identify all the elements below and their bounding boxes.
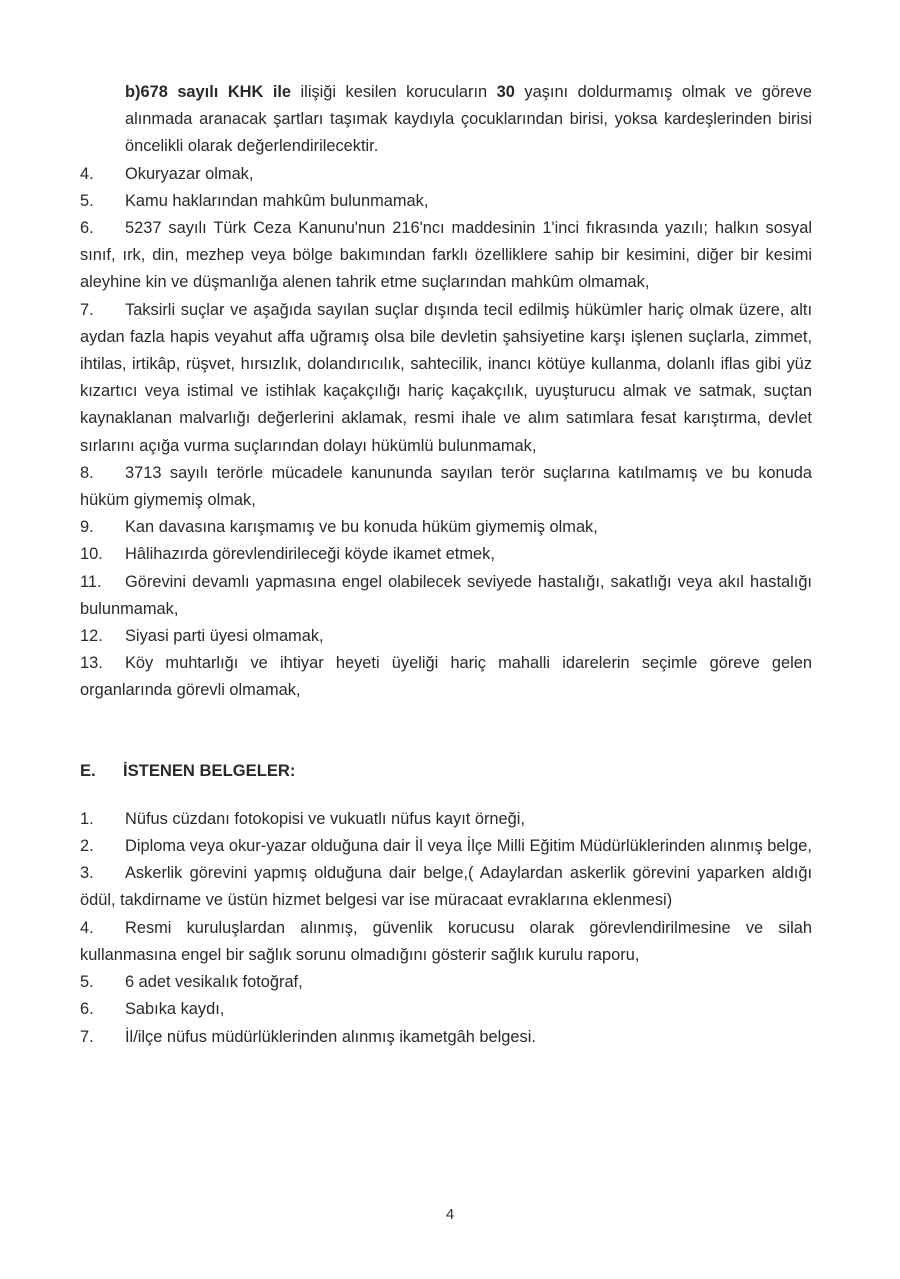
document-number: 7. [80,1027,94,1046]
condition-number: 5. [80,191,94,210]
intro-bold-khk: b)678 sayılı KHK ile [125,83,292,101]
document-number: 2. [80,837,94,856]
intro-paragraph [80,79,812,161]
condition-item [80,650,812,704]
condition-number: 8. [80,463,94,482]
document-text: Resmi kuruluşlardan alınmış, güvenlik korucusu olarak görevlendirilmesine ve silah kullanmasına engel bir sağlık sorunu olmadığını gösterir sağlık kurulu raporu, [80,918,812,964]
document-item [80,806,812,833]
condition-number: 7. [80,300,94,319]
condition-item [80,460,812,514]
section-title: İSTENEN BELGELER: [123,760,296,780]
condition-number: 10. [80,545,103,564]
document-item [80,915,812,969]
condition-item [80,297,812,460]
condition-number: 9. [80,518,94,537]
document-number: 1. [80,809,94,828]
condition-text: 5237 sayılı Türk Ceza Kanunu'nun 216'ncı maddesinin 1'inci fıkrasında yazılı; halkın sosyal sınıf, ırk, din, mezhep veya bölge bakımından farklı özelliklere sahip bir kesimini, diğer bir kesimi aleyhine kin ve düşmanlığa alenen tahrik etme suçlarından mahkûm olmamak, [80,219,812,292]
condition-number: 13. [80,654,103,673]
condition-number: 12. [80,627,103,646]
intro-text-1: ilişiği kesilen korucuların [291,83,497,101]
condition-text: Kamu haklarından mahkûm bulunmamak, [125,191,429,210]
document-text: Diploma veya okur-yazar olduğuna dair İl veya İlçe Milli Eğitim Müdürlüklerinden alınmış belge, [125,837,812,856]
condition-number: 4. [80,164,94,183]
intro-bold-age: 30 [496,83,515,101]
condition-text: Görevini devamlı yapmasına engel olabilecek seviyede hastalığı, sakatlığı veya akıl hastalığı bulunmamak, [80,572,812,618]
document-text: Nüfus cüzdanı fotokopisi ve vukuatlı nüfus kayıt örneği, [125,809,525,828]
condition-text: 3713 sayılı terörle mücadele kanununda sayılan terör suçlarına katılmamış ve bu konuda hüküm giymemiş olmak, [80,463,812,510]
document-item [80,1024,812,1051]
conditions-list [80,161,812,705]
condition-text: Köy muhtarlığı ve ihtiyar heyeti üyeliği hariç mahalli idarelerin seçimle göreve gelen organlarında görevli olmamak, [80,654,812,700]
document-number: 4. [80,918,94,937]
condition-text: Taksirli suçlar ve aşağıda sayılan suçlar dışında tecil edilmiş hükümler hariç olmak üzere, altı aydan fazla hapis veyahut affa uğramış olsa bile devletin şahsiyetine karşı işlenen suçlarla, zimmet, ihtilas, irtikâp, rüşvet, hırsızlık, dolandırıcılık, sahtecilik, inancı kötüye kullanma, dolanlı iflas gibi yüz kızartıcı veya istimal ve istihlak kaçakçılığı hariç kaçakçılık, uyuşturucu almak ve satmak, suçtan kaynaklanan malvarlığı değerlerini aklamak, resmi ihale ve alım satımlara fesat karıştırma, devlet sırlarını açığa vurma suçlarından dolayı hükümlü bulunmamak, [80,300,812,455]
document-number: 6. [80,1000,94,1019]
document-text: Sabıka kaydı, [125,1000,225,1019]
document-number: 5. [80,973,94,992]
condition-item [80,623,812,650]
document-number: 3. [80,864,94,883]
condition-item [80,215,812,297]
document-item [80,860,812,914]
section-e-heading [80,757,812,784]
condition-item [80,541,812,568]
condition-text: Siyasi parti üyesi olmamak, [125,627,324,646]
document-item [80,969,812,996]
document-item [80,833,812,860]
condition-item [80,161,812,188]
document-text: 6 adet vesikalık fotoğraf, [125,973,303,992]
page-number: 4 [445,1206,455,1223]
intro-text-2: yaşını doldurmamış olmak ve göreve alınmada aranacak şartları taşımak kaydıyla çocuklarından birisi, yoksa kardeşlerinden birisi öncelikli olarak değerlendirilecektir. [125,83,812,156]
condition-number: 11. [80,572,102,591]
document-text: İl/ilçe nüfus müdürlüklerinden alınmış ikametgâh belgesi. [125,1027,536,1046]
documents-list [80,806,812,1051]
condition-text: Hâlihazırda görevlendirileceği köyde ikamet etmek, [125,545,495,564]
condition-item [80,569,812,623]
condition-text: Kan davasına karışmamış ve bu konuda hüküm giymemiş olmak, [125,518,598,537]
section-letter: E. [80,760,96,780]
document-item [80,996,812,1023]
condition-item [80,188,812,215]
condition-number: 6. [80,219,94,238]
document-text: Askerlik görevini yapmış olduğuna dair belge,( Adaylardan askerlik görevini yaparken aldığı ödül, takdirname ve üstün hizmet belgesi var ise müracaat evraklarına eklenmesi) [80,864,812,910]
condition-text: Okuryazar olmak, [125,164,254,183]
document-body [80,79,812,1051]
condition-item [80,514,812,541]
